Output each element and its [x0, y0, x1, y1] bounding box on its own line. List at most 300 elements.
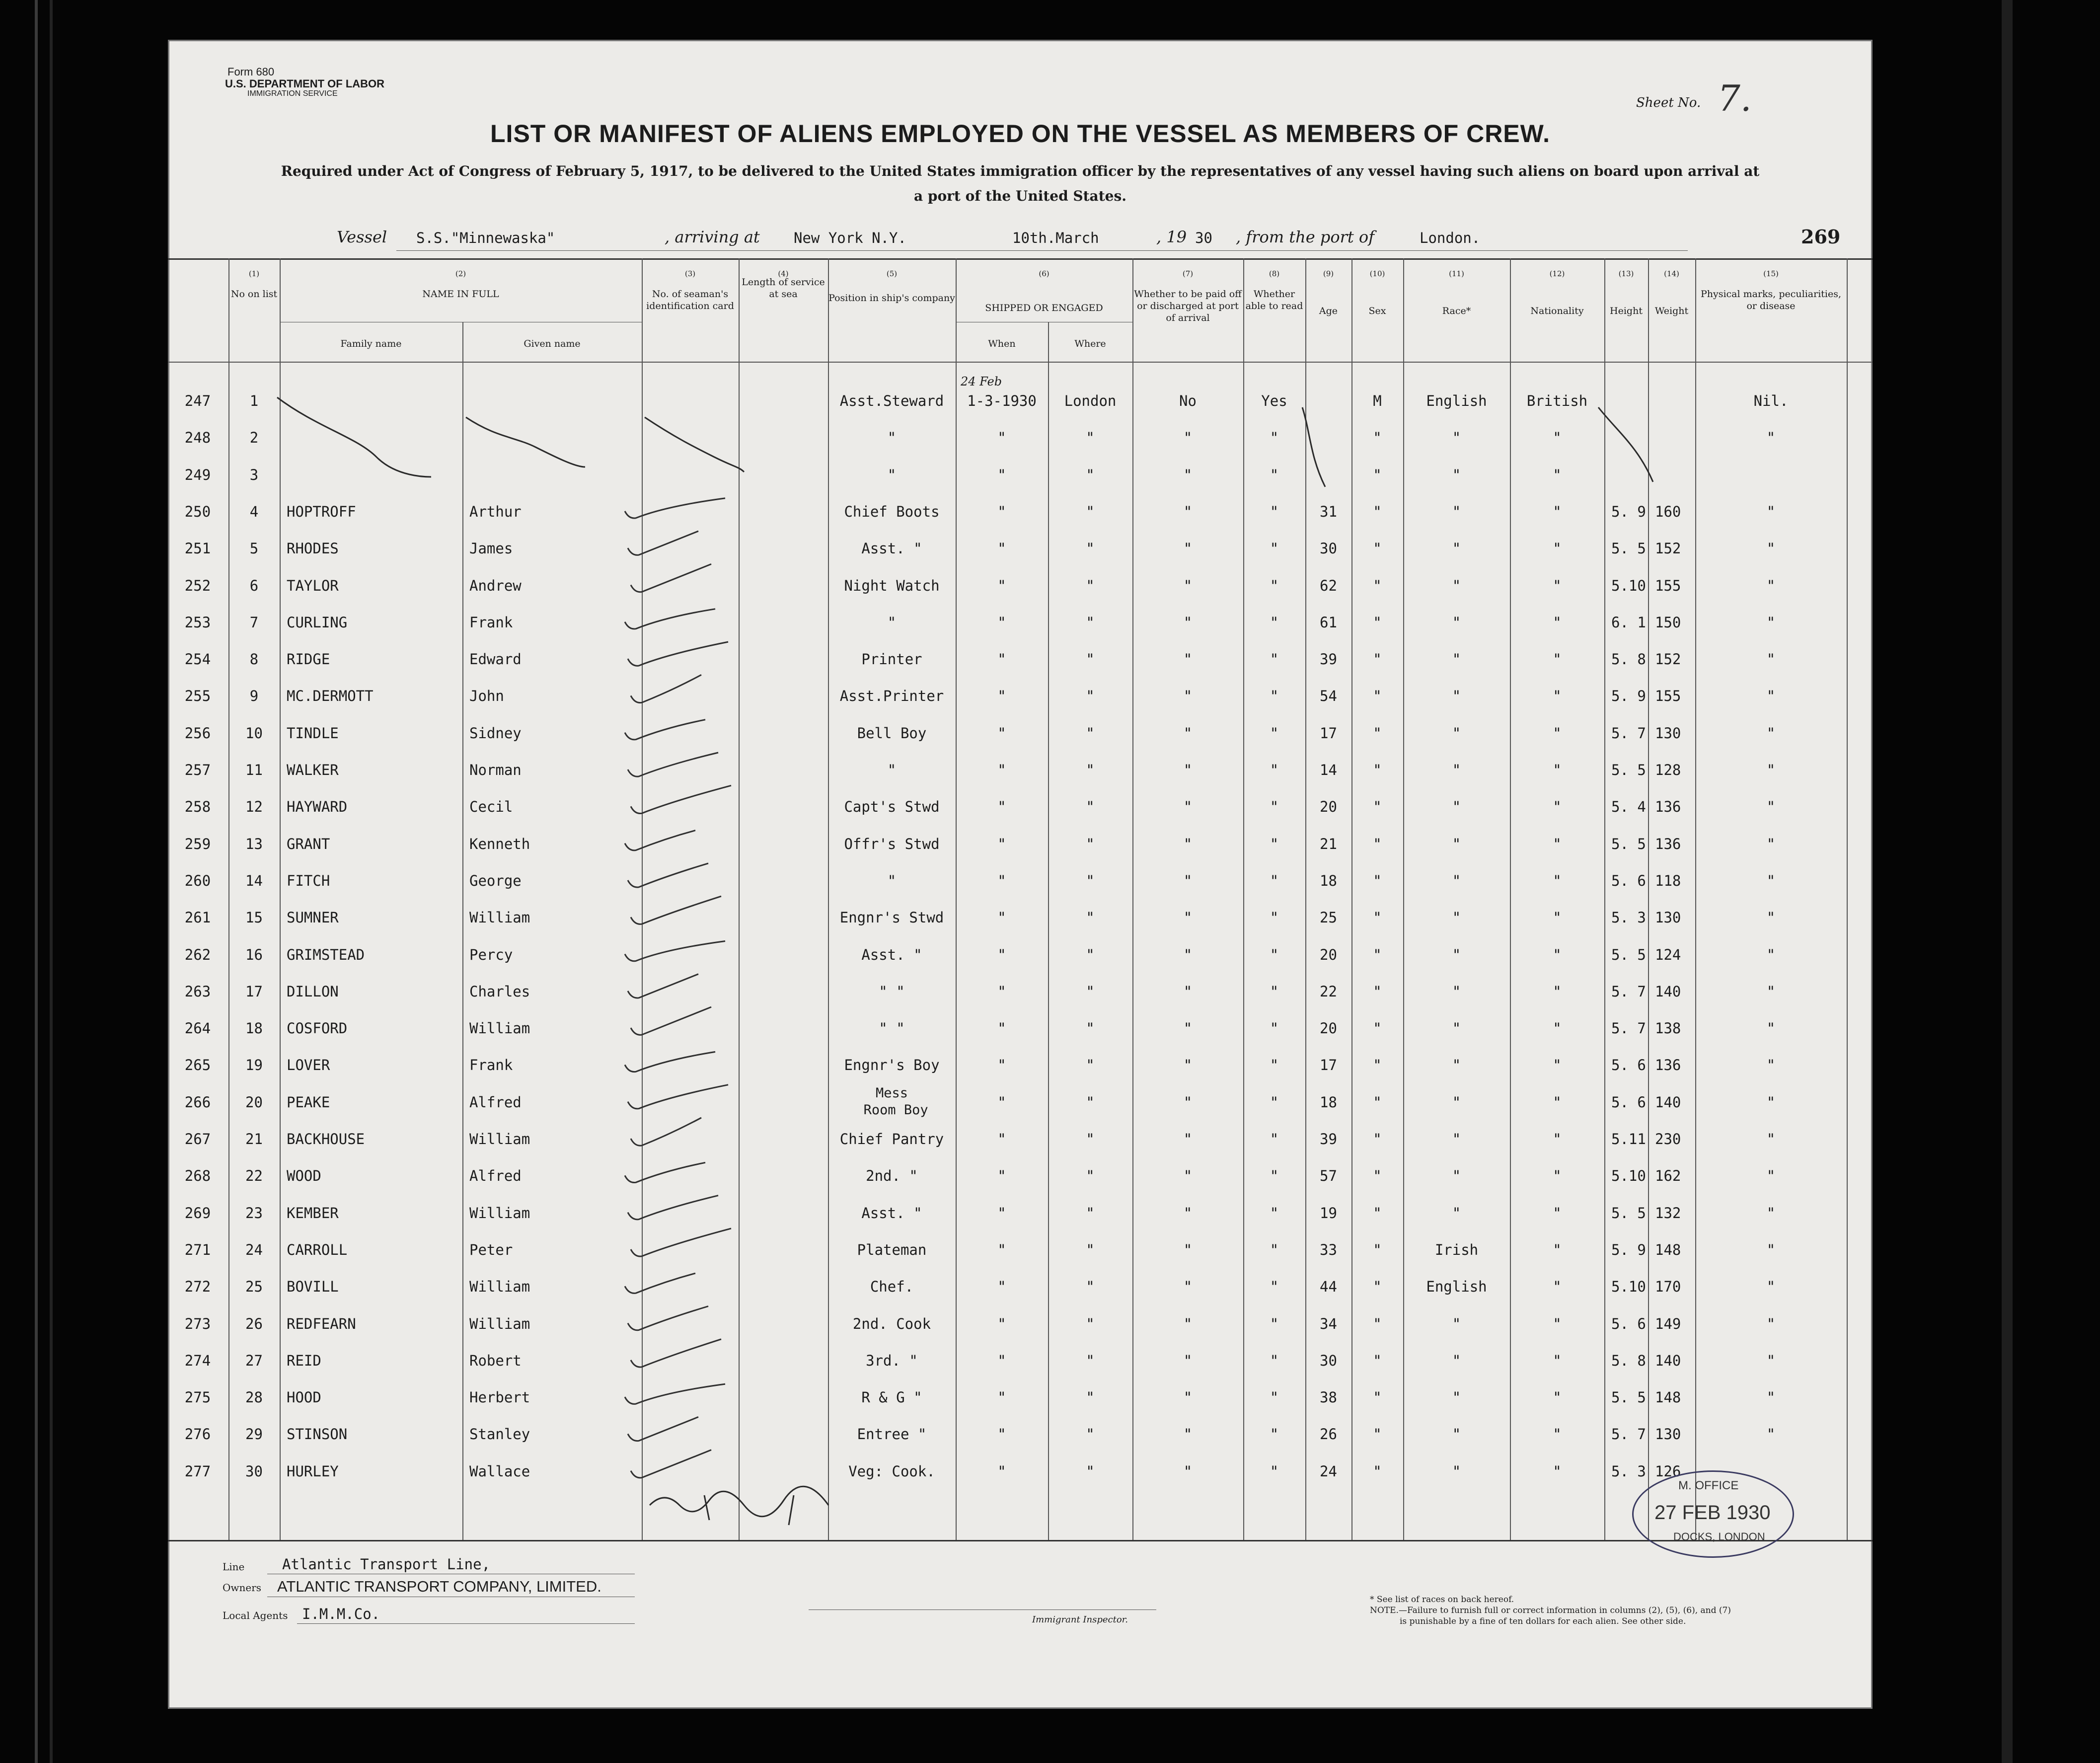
stamp-date: 27 FEB 1930: [1654, 1502, 1771, 1524]
stamp-office: M. OFFICE: [1678, 1479, 1739, 1492]
check-mark: [628, 1417, 698, 1441]
cell-when: ": [997, 540, 1006, 557]
margin-sequence-number: 255: [184, 688, 211, 705]
margin-sequence-number: 275: [184, 1389, 211, 1406]
column-number: (11): [1449, 269, 1464, 278]
cell-paid: ": [1183, 1167, 1193, 1185]
cell-nat: ": [1553, 762, 1562, 778]
cell-given: William: [469, 1020, 530, 1037]
note-races: * See list of races on back hereof.: [1370, 1595, 1514, 1605]
margin-sequence-number: 262: [184, 946, 211, 963]
cell-given: Sidney: [469, 724, 522, 742]
cell-marks: ": [1766, 1241, 1776, 1258]
margin-sequence-number: 259: [184, 835, 211, 852]
cell-family: MC.DERMOTT: [287, 688, 374, 705]
margin-sequence-number: 273: [184, 1315, 211, 1332]
check-mark: [625, 941, 725, 961]
cell-family: TAYLOR: [287, 577, 339, 594]
cell-position: ": [887, 466, 897, 483]
check-mark: [625, 1384, 725, 1404]
cell-position: 2nd. Cook: [852, 1315, 931, 1332]
inspector-label: Immigrant Inspector.: [1032, 1614, 1128, 1625]
cell-height: 5. 5: [1611, 835, 1646, 852]
cell-when: ": [997, 688, 1006, 705]
cell-read: ": [1270, 577, 1279, 594]
cell-no: 27: [245, 1352, 263, 1369]
cell-where: ": [1086, 762, 1095, 778]
cell-age: 54: [1320, 688, 1337, 705]
cell-no: 6: [249, 577, 259, 594]
line-label: Line: [223, 1561, 245, 1573]
cell-given: Alfred: [469, 1093, 522, 1111]
cell-when: ": [997, 651, 1006, 668]
check-mark: [625, 609, 715, 629]
cell-weight: 140: [1655, 983, 1681, 1000]
cell-family: WALKER: [287, 762, 339, 778]
margin-sequence-number: 264: [184, 1020, 211, 1037]
cell-race: ": [1452, 1315, 1461, 1332]
check-mark: [628, 1306, 708, 1330]
film-edge-right: [2002, 0, 2013, 1763]
cell-race: ": [1452, 1389, 1461, 1406]
cell-when: ": [997, 724, 1006, 742]
cell-read: ": [1270, 466, 1279, 483]
cell-family: HOPTROFF: [287, 503, 356, 520]
cell-family: CURLING: [287, 613, 348, 631]
check-mark: [628, 753, 718, 776]
cell-height: 5.10: [1611, 1278, 1646, 1296]
cell-when: ": [997, 835, 1006, 852]
cell-given: James: [469, 540, 513, 557]
agents-value: I.M.M.Co.: [302, 1606, 380, 1622]
check-mark: [631, 1118, 701, 1146]
cell-where: ": [1086, 1278, 1095, 1296]
cell-height: 5. 9: [1611, 688, 1646, 705]
cell-weight: 132: [1655, 1204, 1681, 1222]
cell-marks: ": [1766, 1131, 1776, 1148]
cell-weight: 155: [1655, 688, 1681, 705]
cell-weight: 138: [1655, 1020, 1681, 1037]
cell-paid: ": [1183, 724, 1193, 742]
cell-where: ": [1086, 1204, 1095, 1222]
cell-read: ": [1270, 1389, 1279, 1406]
cell-where: ": [1086, 909, 1095, 926]
owners-label: Owners: [223, 1582, 262, 1594]
cell-when: ": [997, 1278, 1006, 1296]
cell-given: William: [469, 909, 530, 926]
cell-marks: ": [1766, 1278, 1776, 1296]
check-mark: [631, 564, 711, 592]
page-number: 269: [1801, 226, 1841, 248]
cell-age: 61: [1320, 613, 1337, 631]
cell-no: 28: [245, 1389, 263, 1406]
header-nationality: Nationality: [1530, 306, 1584, 316]
cell-no: 21: [245, 1131, 263, 1148]
cell-given: Percy: [469, 946, 513, 963]
cell-family: COSFORD: [287, 1020, 348, 1037]
agents-underline: [297, 1623, 635, 1624]
cell-position: ": [887, 613, 897, 631]
cell-race: ": [1452, 577, 1461, 594]
cell-race: ": [1452, 466, 1461, 483]
cell-weight: 150: [1655, 613, 1681, 631]
cell-race: ": [1452, 835, 1461, 852]
cell-nat: ": [1553, 540, 1562, 557]
check-mark: [625, 1052, 715, 1072]
margin-sequence-number: 271: [184, 1241, 211, 1258]
cell-age: 34: [1320, 1315, 1337, 1332]
cell-position: Entree ": [857, 1426, 927, 1443]
cell-given: Norman: [469, 762, 522, 778]
cell-given: Stanley: [469, 1426, 530, 1443]
cell-age: 17: [1320, 724, 1337, 742]
cell-height: 5. 7: [1611, 1020, 1646, 1037]
cell-given: Herbert: [469, 1389, 530, 1406]
cell-weight: 155: [1655, 577, 1681, 594]
margin-sequence-number: 276: [184, 1426, 211, 1443]
cell-no: 18: [245, 1020, 263, 1037]
cell-sex: M: [1373, 392, 1382, 409]
cell-family: BACKHOUSE: [287, 1131, 365, 1148]
cell-weight: 148: [1655, 1241, 1681, 1258]
cell-given: Frank: [469, 613, 513, 631]
cell-when: 1-3-1930: [967, 392, 1037, 409]
cell-nat: ": [1553, 613, 1562, 631]
column-number: (3): [684, 269, 696, 278]
cell-age: 22: [1320, 983, 1337, 1000]
cell-where: ": [1086, 1131, 1095, 1148]
cell-read: ": [1270, 613, 1279, 631]
margin-sequence-number: 260: [184, 872, 211, 889]
cell-paid: ": [1183, 1020, 1193, 1037]
cell-nat: ": [1553, 1057, 1562, 1074]
cell-marks: ": [1766, 1352, 1776, 1369]
cell-read: ": [1270, 798, 1279, 816]
cell-race: ": [1452, 1057, 1461, 1074]
cell-no: 14: [245, 872, 263, 889]
cell-age: 20: [1320, 946, 1337, 963]
cell-paid: ": [1183, 688, 1193, 705]
cell-read: ": [1270, 1020, 1279, 1037]
check-mark: [628, 642, 728, 666]
cell-when: ": [997, 909, 1006, 926]
cell-no: 20: [245, 1093, 263, 1111]
cell-paid: ": [1183, 1241, 1193, 1258]
cell-paid: ": [1183, 872, 1193, 889]
cell-height: 5. 6: [1611, 1315, 1646, 1332]
cell-family: GRANT: [287, 835, 330, 852]
header-id-card: No. of seaman's identification card: [646, 289, 734, 311]
cell-no: 26: [245, 1315, 263, 1332]
cell-where: ": [1086, 688, 1095, 705]
cell-paid: ": [1183, 1278, 1193, 1296]
cell-marks: ": [1766, 762, 1776, 778]
note-penalty-1: NOTE.—Failure to furnish full or correct information in columns (2), (5), (6), and (7): [1370, 1606, 1731, 1615]
header-where: Where: [1074, 338, 1106, 349]
header-sex: Sex: [1368, 306, 1386, 316]
cell-marks: ": [1766, 613, 1776, 631]
cell-marks: ": [1766, 577, 1776, 594]
cell-when: ": [997, 762, 1006, 778]
cell-marks: ": [1766, 1426, 1776, 1443]
cell-age: 33: [1320, 1241, 1337, 1258]
cell-read: ": [1270, 1204, 1279, 1222]
cell-height: 5. 5: [1611, 946, 1646, 963]
cell-family: DILLON: [287, 983, 339, 1000]
cell-age: 20: [1320, 1020, 1337, 1037]
cell-family: STINSON: [287, 1426, 348, 1443]
cell-where: ": [1086, 651, 1095, 668]
cell-no: 10: [245, 724, 263, 742]
cell-age: 30: [1320, 1352, 1337, 1369]
cell-age: 57: [1320, 1167, 1337, 1185]
cell-read: ": [1270, 1352, 1279, 1369]
margin-sequence-number: 248: [184, 429, 211, 447]
header-height: Height: [1610, 306, 1643, 316]
cell-sex: ": [1373, 540, 1382, 557]
cell-height: 5. 3: [1611, 1462, 1646, 1480]
check-mark: [625, 1273, 695, 1293]
cell-sex: ": [1373, 1315, 1382, 1332]
cell-marks: ": [1766, 540, 1776, 557]
cell-nat: ": [1553, 1093, 1562, 1111]
cell-read: ": [1270, 1093, 1279, 1111]
cell-sex: ": [1373, 613, 1382, 631]
check-mark: [631, 675, 701, 702]
cell-given: Wallace: [469, 1462, 530, 1480]
cell-position: " ": [879, 983, 905, 1000]
cell-given: William: [469, 1131, 530, 1148]
check-mark: [628, 863, 708, 887]
cell-when: ": [997, 1241, 1006, 1258]
cell-height: 5.10: [1611, 1167, 1646, 1185]
cell-age: 62: [1320, 577, 1337, 594]
cell-age: 21: [1320, 835, 1337, 852]
cell-family: FITCH: [287, 872, 330, 889]
cell-where: ": [1086, 798, 1095, 816]
cell-given: Andrew: [469, 577, 522, 594]
cell-given: Edward: [469, 651, 522, 668]
column-number: (4): [778, 269, 789, 278]
margin-sequence-number: 256: [184, 724, 211, 742]
cell-position: ": [887, 872, 897, 889]
cell-read: ": [1270, 1167, 1279, 1185]
cell-where: ": [1086, 946, 1095, 963]
margin-sequence-number: 277: [184, 1462, 211, 1480]
column-number: (7): [1182, 269, 1194, 278]
cell-race: ": [1452, 1093, 1461, 1111]
cell-race: ": [1452, 1020, 1461, 1037]
cell-marks: ": [1766, 651, 1776, 668]
cell-read: ": [1270, 946, 1279, 963]
cell-weight: 162: [1655, 1167, 1681, 1185]
cell-weight: 140: [1655, 1093, 1681, 1111]
cell-when: ": [997, 613, 1006, 631]
cell-race: ": [1452, 724, 1461, 742]
cell-height: 5. 9: [1611, 1241, 1646, 1258]
cell-weight: 130: [1655, 909, 1681, 926]
cell-paid: ": [1183, 909, 1193, 926]
cell-age: 38: [1320, 1389, 1337, 1406]
cell-weight: 152: [1655, 540, 1681, 557]
cell-when: ": [997, 577, 1006, 594]
cell-nat: ": [1553, 724, 1562, 742]
cell-race: ": [1452, 1426, 1461, 1443]
cell-paid: ": [1183, 1389, 1193, 1406]
cell-no: 25: [245, 1278, 263, 1296]
cell-nat: ": [1553, 1167, 1562, 1185]
arrival-year: 30: [1195, 230, 1212, 246]
cell-age: 39: [1320, 1131, 1337, 1148]
header-age: Age: [1319, 306, 1338, 316]
cell-nat: ": [1553, 798, 1562, 816]
cell-nat: ": [1553, 1204, 1562, 1222]
cell-nat: ": [1553, 983, 1562, 1000]
cell-given: Frank: [469, 1057, 513, 1074]
check-mark: [631, 1228, 731, 1256]
cell-given: John: [469, 688, 504, 705]
cell-paid: ": [1183, 577, 1193, 594]
cell-nat: ": [1553, 1241, 1562, 1258]
cell-nat: ": [1553, 1389, 1562, 1406]
cell-marks: ": [1766, 909, 1776, 926]
cell-sex: ": [1373, 688, 1382, 705]
cell-age: 25: [1320, 909, 1337, 926]
column-number: (8): [1269, 269, 1280, 278]
cell-race: ": [1452, 540, 1461, 557]
margin-sequence-number: 268: [184, 1167, 211, 1185]
cell-read: ": [1270, 872, 1279, 889]
cell-height: 5. 5: [1611, 1389, 1646, 1406]
form-number: Form 680: [227, 66, 275, 78]
cell-nat: ": [1553, 909, 1562, 926]
cell-marks: ": [1766, 1093, 1776, 1111]
cell-race: English: [1426, 392, 1487, 409]
cell-read: ": [1270, 688, 1279, 705]
cell-no: 5: [249, 540, 259, 557]
cell-race: ": [1452, 872, 1461, 889]
cell-paid: ": [1183, 613, 1193, 631]
cell-when: ": [997, 1131, 1006, 1148]
cell-family: RHODES: [287, 540, 339, 557]
cell-paid: ": [1183, 1315, 1193, 1332]
cell-age: 20: [1320, 798, 1337, 816]
cell-height: 5. 9: [1611, 503, 1646, 520]
cell-read: ": [1270, 835, 1279, 852]
cell-race: ": [1452, 1131, 1461, 1148]
cell-when: ": [997, 1462, 1006, 1480]
cell-paid: ": [1183, 540, 1193, 557]
cell-race: ": [1452, 688, 1461, 705]
cell-marks: ": [1766, 724, 1776, 742]
cell-family: REDFEARN: [287, 1315, 356, 1332]
cell-height: 5.10: [1611, 577, 1646, 594]
cell-no: 30: [245, 1462, 263, 1480]
cell-family: KEMBER: [287, 1204, 339, 1222]
cell-age: 14: [1320, 762, 1337, 778]
cell-when: ": [997, 1167, 1006, 1185]
margin-sequence-number: 247: [184, 392, 211, 409]
margin-sequence-number: 250: [184, 503, 211, 520]
cell-given: William: [469, 1315, 530, 1332]
when-handwritten-note: 24 Feb: [961, 375, 1002, 388]
cell-race: ": [1452, 1352, 1461, 1369]
cell-sex: ": [1373, 1204, 1382, 1222]
check-mark: [628, 531, 698, 555]
cell-race: ": [1452, 613, 1461, 631]
cell-where: ": [1086, 724, 1095, 742]
owners-value: ATLANTIC TRANSPORT COMPANY, LIMITED.: [277, 1578, 601, 1595]
column-number: (2): [455, 269, 466, 278]
cell-race: ": [1452, 983, 1461, 1000]
strike-age: [1302, 407, 1325, 487]
cell-position: Printer: [861, 651, 922, 668]
cell-position: R & G ": [861, 1389, 922, 1406]
margin-sequence-number: 272: [184, 1278, 211, 1296]
cell-sex: ": [1373, 1241, 1382, 1258]
cell-age: 24: [1320, 1462, 1337, 1480]
cell-height: 5. 5: [1611, 762, 1646, 778]
note-penalty-2: is punishable by a fine of ten dollars for each alien. See other side.: [1400, 1616, 1686, 1626]
cell-sex: ": [1373, 1389, 1382, 1406]
sheet-number: 7.: [1718, 77, 1752, 119]
cell-position: Veg: Cook.: [848, 1462, 935, 1480]
cell-when: ": [997, 983, 1006, 1000]
cell-paid: ": [1183, 503, 1193, 520]
cell-weight: 136: [1655, 835, 1681, 852]
cell-nat: ": [1553, 835, 1562, 852]
cell-race: ": [1452, 798, 1461, 816]
cell-weight: 118: [1655, 872, 1681, 889]
cell-nat: ": [1553, 651, 1562, 668]
cell-nat: ": [1553, 577, 1562, 594]
cell-height: 5. 4: [1611, 798, 1646, 816]
header-physical-marks: Physical marks, peculiarities, or disease: [1700, 289, 1842, 311]
cell-nat: ": [1553, 872, 1562, 889]
cell-when: ": [997, 1426, 1006, 1443]
cell-paid: ": [1183, 466, 1193, 483]
cell-position: Offr's Stwd: [844, 835, 940, 852]
cell-age: 30: [1320, 540, 1337, 557]
cell-no: 22: [245, 1167, 263, 1185]
cell-sex: ": [1373, 429, 1382, 447]
header-race: Race*: [1442, 306, 1471, 316]
cell-position: Night Watch: [844, 577, 940, 594]
cell-position: Asst. ": [861, 946, 922, 963]
vessel-label: Vessel: [337, 228, 387, 246]
cell-sex: ": [1373, 651, 1382, 668]
cell-race: ": [1452, 651, 1461, 668]
cell-where: ": [1086, 1241, 1095, 1258]
cell-weight: 148: [1655, 1389, 1681, 1406]
margin-sequence-number: 257: [184, 762, 211, 778]
cell-height: 5. 8: [1611, 1352, 1646, 1369]
agents-label: Local Agents: [223, 1610, 288, 1621]
cell-height: 5. 5: [1611, 540, 1646, 557]
cell-weight: 160: [1655, 503, 1681, 520]
cell-marks: ": [1766, 503, 1776, 520]
cell-paid: ": [1183, 1057, 1193, 1074]
cell-where: ": [1086, 1426, 1095, 1443]
cell-nat: ": [1553, 1462, 1562, 1480]
check-mark: [631, 1339, 721, 1367]
cell-nat: ": [1553, 1315, 1562, 1332]
check-mark: [625, 831, 695, 850]
cell-height: 5. 6: [1611, 1057, 1646, 1074]
handwritten-marks: [168, 40, 1873, 1709]
cell-sex: ": [1373, 503, 1382, 520]
cell-age: 39: [1320, 651, 1337, 668]
